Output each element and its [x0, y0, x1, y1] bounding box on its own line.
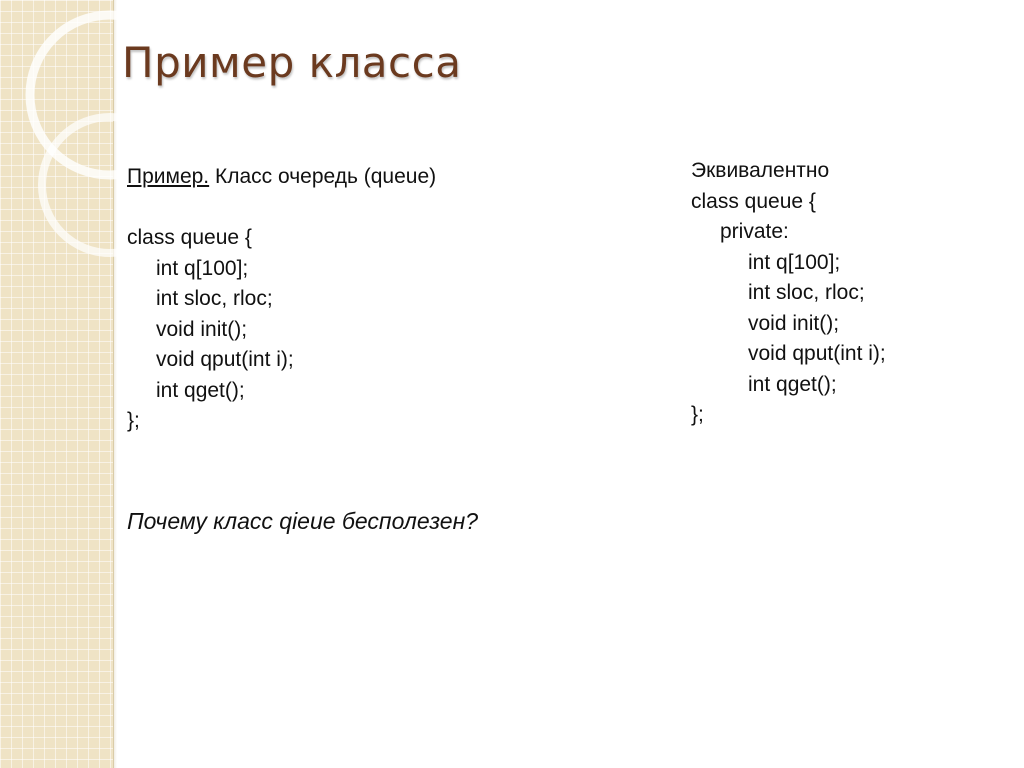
- decorative-rings: [0, 0, 125, 300]
- code-line: void init();: [156, 317, 248, 341]
- code-line: int q[100];: [156, 256, 249, 280]
- example-label-underlined: Пример.: [127, 165, 210, 188]
- question-text: Почему класс qieue бесполезен?: [127, 508, 479, 534]
- code-line: };: [691, 403, 704, 426]
- spacer: [127, 193, 436, 224]
- code-line: class queue {: [691, 189, 816, 213]
- left-column: [127, 162, 436, 437]
- equivalent-heading: Эквивалентно: [691, 159, 830, 182]
- code-line: int sloc, rloc;: [156, 287, 273, 310]
- code-line: void qput(int i);: [156, 348, 294, 371]
- example-label: [127, 162, 436, 193]
- example-label-rest: Класс очередь (queue): [209, 165, 437, 188]
- code-line: int qget();: [156, 378, 245, 402]
- code-line: int q[100];: [748, 250, 841, 274]
- slide-title: Пример класса: [122, 38, 462, 87]
- code-line: class queue {: [127, 226, 252, 249]
- code-line: void qput(int i);: [748, 342, 886, 365]
- code-line: void init();: [748, 311, 840, 335]
- code-line: };: [127, 409, 140, 432]
- code-line: int sloc, rloc;: [748, 281, 865, 304]
- code-line: private:: [720, 220, 789, 243]
- code-line: int qget();: [748, 372, 837, 396]
- right-column: [691, 156, 886, 431]
